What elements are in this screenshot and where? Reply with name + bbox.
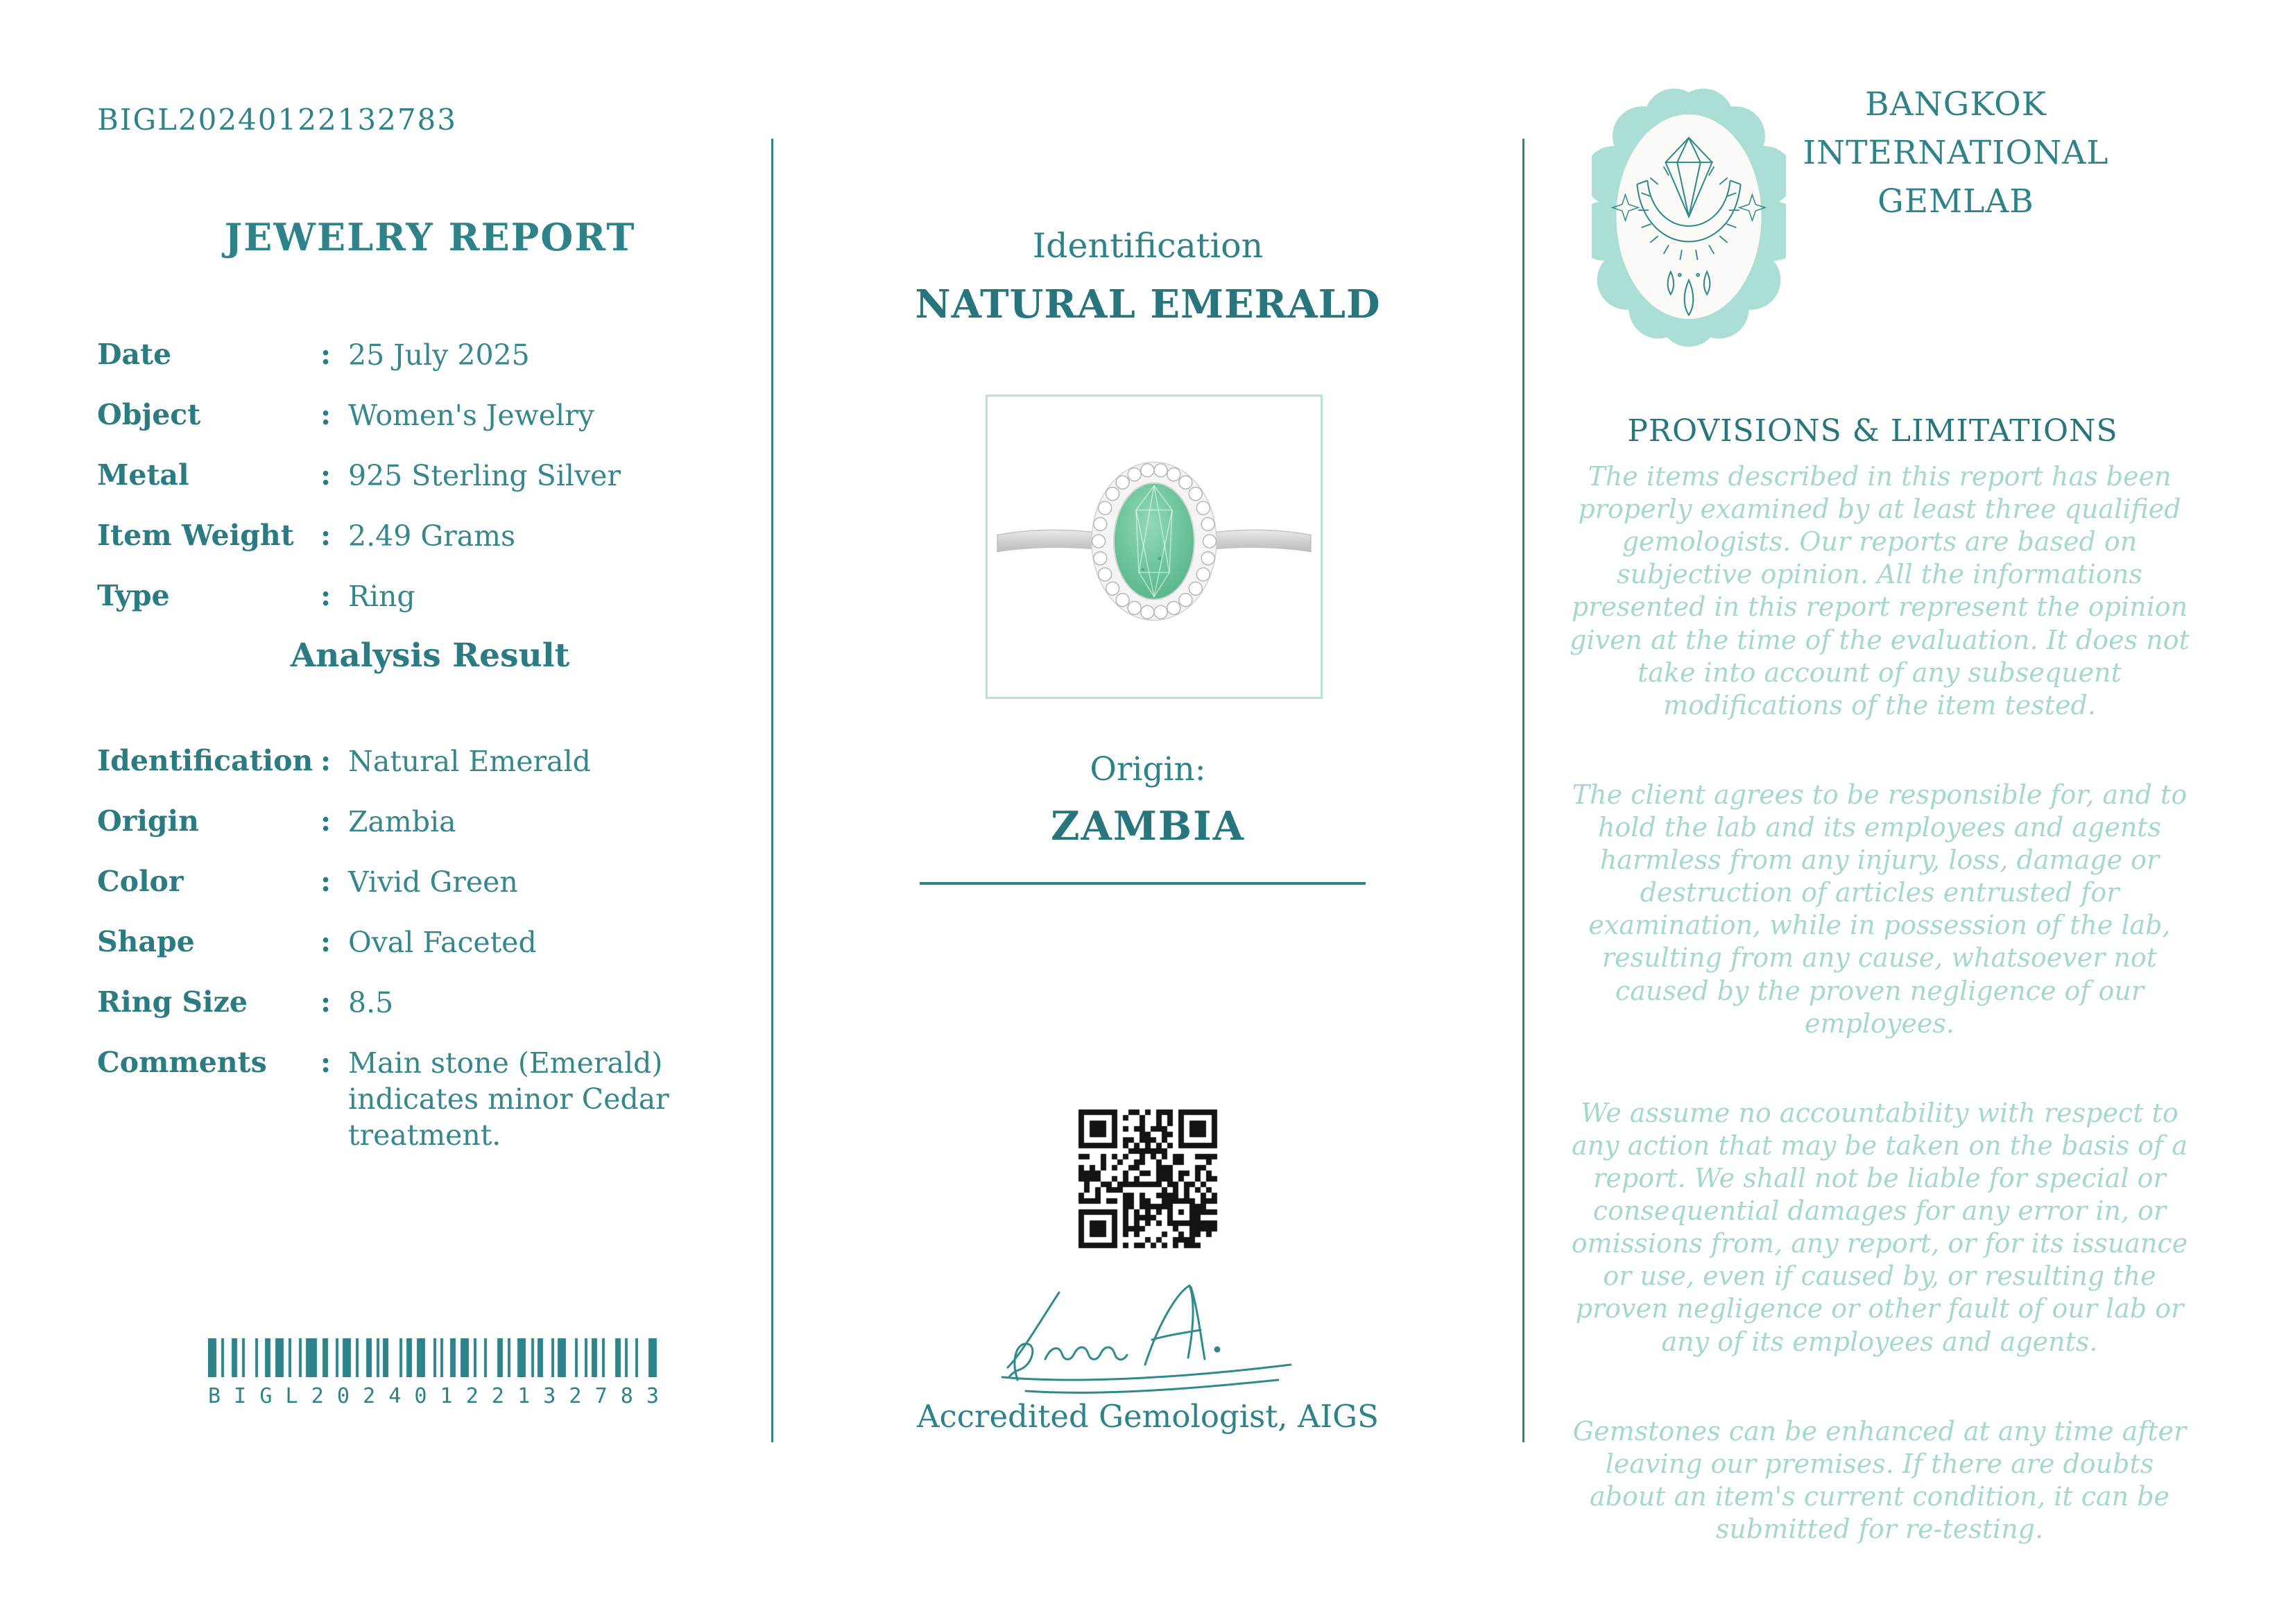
row-label: Identification [97,744,313,777]
row-value: Main stone (Emerald) indicates minor Cedar treatment. [348,1046,669,1152]
row-label: Origin [97,804,199,838]
table-row-identification [97,743,777,779]
row-colon: : [320,398,332,431]
row-colon: : [320,985,332,1019]
barcode-digit: 2 [311,1384,324,1408]
origin-label: Origin: [1090,750,1206,788]
page-title: JEWELRY REPORT [224,215,636,259]
gem-necklace-emblem-icon [1592,83,1786,350]
barcode-digit: 7 [594,1384,608,1408]
row-value: Ring [348,580,415,613]
gemologist-title: Accredited Gemologist, AIGS [917,1398,1379,1435]
analysis-result-heading: Analysis Result [290,637,570,675]
provisions-paragraph-3: We assume no accountability with respect to any action that may be taken on the basis of a report. We shall not be liable for special or consequential damages for any error in, or omissions from, any report, or for its issuance or use, even if caused by, or resulting the proven negligence or other fault of our lab or any of its employees and agents. [1571,1097,2188,1357]
row-colon: : [320,865,332,898]
table-row-date [97,337,777,373]
barcode-digit: 2 [465,1384,479,1408]
lab-name-line2: INTERNATIONAL [1803,134,2109,172]
row-colon: : [320,804,332,838]
provisions-heading: PROVISIONS & LIMITATIONS [1627,413,2118,449]
row-value: Women's Jewelry [348,399,594,432]
emerald-ring-photo [986,395,1323,699]
barcode-digit: B [208,1384,221,1408]
row-label: Type [97,579,170,612]
barcode-digit: 1 [440,1384,453,1408]
barcode-bars [208,1338,659,1377]
barcode-digit: 0 [336,1384,350,1408]
row-label: Ring Size [97,985,248,1019]
provisions-paragraphs [1567,460,2192,1603]
details-table [97,337,777,639]
origin-value: ZAMBIA [1051,803,1245,849]
barcode-digit: 2 [491,1384,504,1408]
lab-logo [1592,83,1786,350]
lab-name-line3: GEMLAB [1877,182,2034,221]
table-row-ring-size [97,985,777,1021]
provisions-paragraph-1: The items described in this report has been properly examined by at least three qualified gemologists. Our reports are based on subjective opinion. All the informations presented in this report represent the opinion given at the time of the evaluation. It does not take into account of any subsequent modifications of the item tested. [1570,461,2190,720]
handwritten-signature-icon [978,1276,1318,1401]
row-value: 25 July 2025 [348,338,530,372]
table-row-shape [97,924,777,960]
row-colon: : [320,925,332,958]
table-row-metal [97,458,777,494]
row-label: Date [97,338,172,371]
row-value: Natural Emerald [348,745,591,778]
qr-code [1076,1107,1219,1250]
barcode-digit: L [285,1384,298,1408]
report-number: BIGL20240122132783 [97,103,457,137]
row-colon: : [320,579,332,612]
row-label: Object [97,398,201,431]
analysis-table [97,743,777,1177]
row-value: Oval Faceted [348,926,537,959]
barcode-digit: 3 [646,1384,659,1408]
row-colon: : [320,1046,332,1079]
barcode-digit: I [234,1384,247,1408]
identification-heading: Identification [1032,226,1264,266]
signature [978,1276,1318,1401]
barcode-digit: 3 [543,1384,556,1408]
table-row-origin [97,804,777,840]
row-label: Shape [97,925,195,958]
lab-name-line1: BANGKOK [1865,85,2047,123]
row-colon: : [320,519,332,552]
row-label: Item Weight [97,519,294,552]
origin-underline [920,882,1366,885]
row-value: Vivid Green [348,865,518,899]
identification-result: NATURAL EMERALD [915,282,1381,327]
column-divider-right [1522,139,1524,1442]
barcode-digit: G [259,1384,273,1408]
row-value: Zambia [348,805,456,838]
barcode-digit: 8 [620,1384,633,1408]
barcode-digit: 2 [569,1384,582,1408]
table-row-item-weight [97,518,777,554]
barcode-digit: 0 [414,1384,427,1408]
table-row-color [97,864,777,900]
barcode-digit: 4 [388,1384,402,1408]
table-row-comments [97,1045,777,1153]
table-row-object [97,397,777,433]
barcode-digits [208,1384,659,1408]
row-colon: : [320,744,332,777]
row-label: Color [97,865,184,898]
row-colon: : [320,338,332,371]
lab-name [1782,80,2129,226]
provisions-paragraph-2: The client agrees to be responsible for, and to hold the lab and its employees and agents harmless from any injury, loss, damage or destruction of articles entrusted for examination, while in possession of the lab, resulting from any cause, whatsoever not caused by the proven negligence of our employees. [1572,779,2187,1039]
row-value: 2.49 Grams [348,519,516,553]
row-colon: : [320,458,332,492]
row-value: 925 Sterling Silver [348,459,621,492]
row-label: Metal [97,458,189,492]
table-row-type [97,578,777,614]
emerald-ring-illustration [988,397,1321,697]
row-value: 8.5 [348,986,394,1019]
provisions-paragraph-4: Gemstones can be enhanced at any time after leaving our premises. If there are doubts about an item's current condition, it can be submitted for re-testing. [1572,1415,2187,1544]
barcode [208,1338,659,1408]
row-label: Comments [97,1046,267,1079]
barcode-digit: 2 [363,1384,376,1408]
barcode-digit: 1 [517,1384,531,1408]
